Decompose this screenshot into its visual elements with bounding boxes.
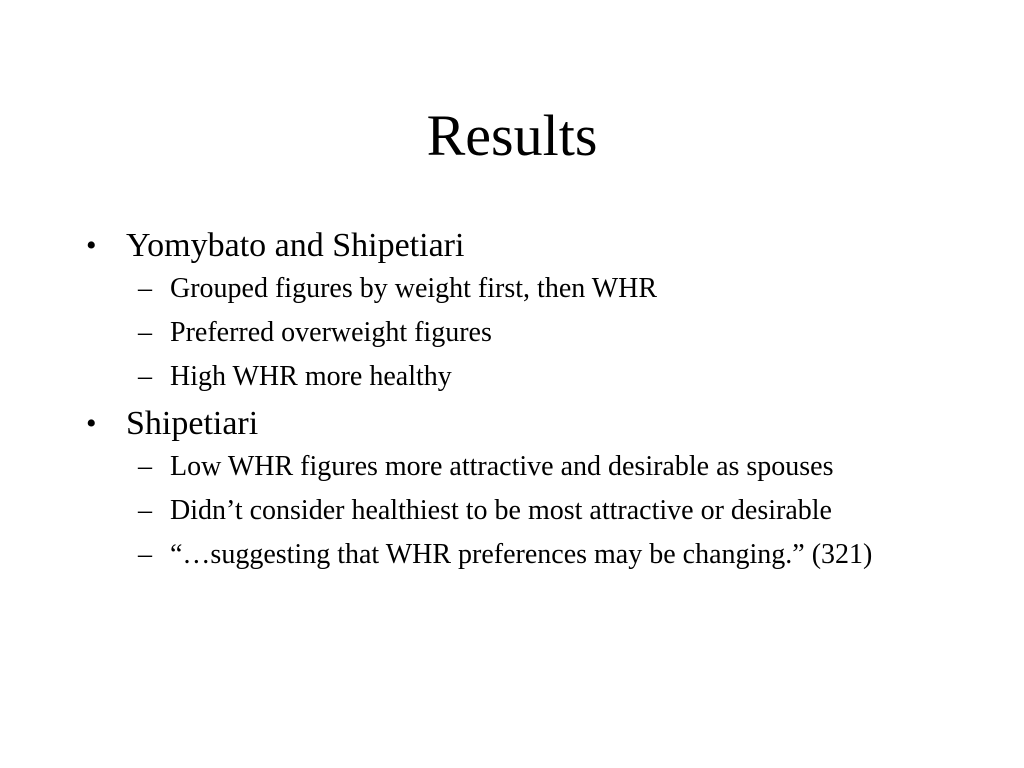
sub-bullet-item [0, 359, 1024, 395]
bullet-text: Shipetiari [126, 405, 259, 442]
dash-marker: – [138, 495, 152, 526]
slide-title: Results [426, 103, 598, 168]
sub-bullet-item [0, 449, 1024, 485]
sub-bullet-item [0, 537, 1024, 573]
sub-bullet-text: Didn’t consider healthiest to be most attractive or desirable [170, 495, 832, 526]
sub-bullet-item [0, 493, 1024, 529]
dash-marker: – [138, 539, 152, 570]
dash-marker: – [138, 273, 152, 304]
sub-bullet-text: Low WHR figures more attractive and desirable as spouses [170, 451, 834, 482]
bullet-item [0, 403, 1024, 445]
bullet-marker: • [86, 407, 97, 440]
dash-marker: – [138, 317, 152, 348]
dash-marker: – [138, 451, 152, 482]
sub-bullet-text: Grouped figures by weight first, then WHR [170, 273, 658, 304]
slide-content [0, 225, 1024, 581]
bullet-text: Yomybato and Shipetiari [126, 227, 465, 264]
sub-bullet-text: High WHR more healthy [170, 361, 452, 392]
sub-bullet-text: Preferred overweight figures [170, 317, 492, 348]
sub-bullet-item [0, 271, 1024, 307]
bullet-item [0, 225, 1024, 267]
sub-bullet-item [0, 315, 1024, 351]
dash-marker: – [138, 361, 152, 392]
bullet-marker: • [86, 229, 97, 262]
sub-bullet-text: “…suggesting that WHR preferences may be changing.” (321) [170, 539, 873, 570]
